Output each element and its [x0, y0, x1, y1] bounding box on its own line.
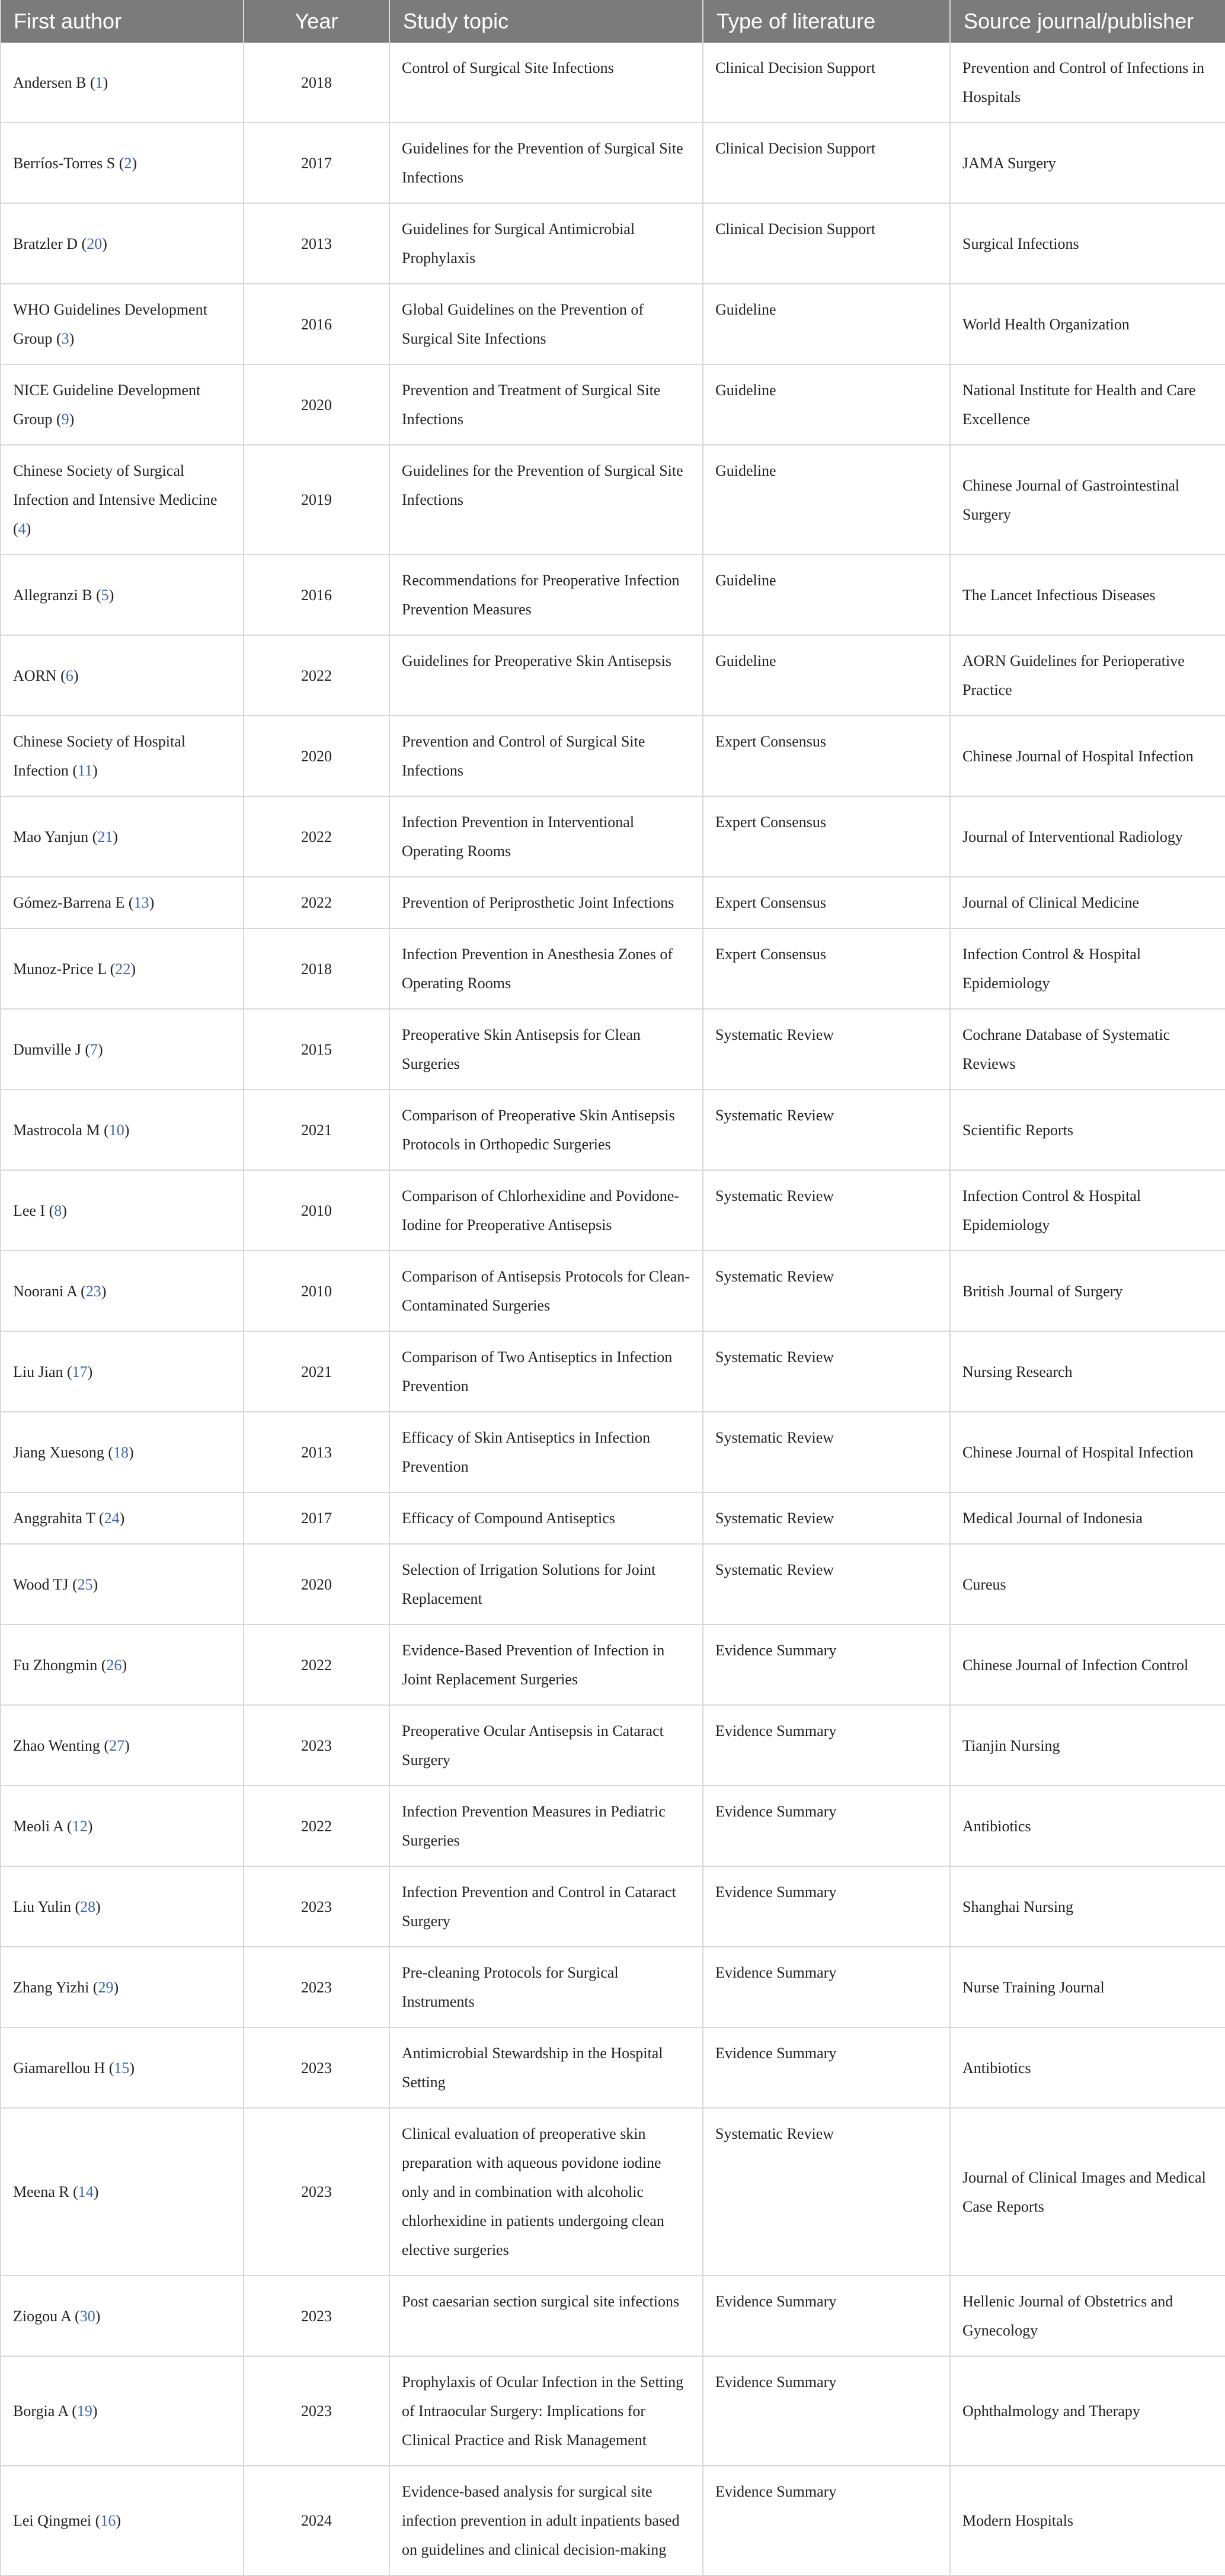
study-topic-cell: Recommendations for Preoperative Infection Prevention Measures	[389, 555, 703, 635]
author-cell: Gómez-Barrena E (13)	[1, 877, 244, 928]
year-cell: 2023	[244, 1705, 389, 1786]
literature-type-cell: Expert Consensus	[703, 928, 950, 1009]
literature-type-cell: Guideline	[703, 445, 950, 555]
study-topic-cell: Guidelines for the Prevention of Surgical Site Infections	[389, 123, 703, 203]
literature-type-cell: Expert Consensus	[703, 716, 950, 796]
study-topic-cell: Comparison of Two Antiseptics in Infection Prevention	[389, 1331, 703, 1412]
study-topic-cell: Antimicrobial Stewardship in the Hospital Setting	[389, 2027, 703, 2108]
year-cell: 2022	[244, 1625, 389, 1705]
reference-link[interactable]: 9	[61, 411, 69, 428]
literature-type-cell: Systematic Review	[703, 2108, 950, 2276]
reference-link[interactable]: 6	[65, 667, 73, 684]
table-row	[1, 635, 1225, 716]
reference-link[interactable]: 28	[80, 1898, 96, 1915]
author-cell: Chinese Society of Hospital Infection (11)	[1, 716, 244, 796]
reference-link[interactable]: 21	[97, 828, 113, 845]
reference-link[interactable]: 20	[87, 235, 103, 252]
author-cell: Andersen B (1)	[1, 43, 244, 123]
literature-type-cell: Systematic Review	[703, 1090, 950, 1170]
author-cell: WHO Guidelines Development Group (3)	[1, 284, 244, 364]
year-cell: 2023	[244, 1947, 389, 2027]
source-cell: Antibiotics	[950, 1786, 1225, 1866]
table-row	[1, 1170, 1225, 1251]
reference-link[interactable]: 26	[106, 1656, 122, 1674]
reference-link[interactable]: 30	[79, 2307, 95, 2325]
author-name: Chinese Society of Hospital Infection	[13, 733, 186, 779]
reference-link[interactable]: 16	[100, 2512, 116, 2529]
reference-link[interactable]: 17	[72, 1363, 88, 1380]
literature-type-cell: Systematic Review	[703, 1170, 950, 1251]
year-cell: 2022	[244, 877, 389, 928]
reference-link[interactable]: 4	[18, 520, 26, 537]
source-cell: Chinese Journal of Hospital Infection	[950, 1412, 1225, 1492]
table-row	[1, 1412, 1225, 1492]
literature-type-cell: Evidence Summary	[703, 1947, 950, 2027]
study-topic-cell: Comparison of Antisepsis Protocols for Clean-Contaminated Surgeries	[389, 1251, 703, 1331]
reference-link[interactable]: 13	[133, 894, 149, 911]
year-cell: 2023	[244, 1866, 389, 1947]
author-cell: NICE Guideline Development Group (9)	[1, 364, 244, 445]
table-row	[1, 364, 1225, 445]
author-cell: Meoli A (12)	[1, 1786, 244, 1866]
literature-type-cell: Guideline	[703, 635, 950, 716]
literature-type-cell: Evidence Summary	[703, 2356, 950, 2466]
header-row	[1, 0, 1225, 43]
table-row	[1, 1866, 1225, 1947]
source-cell: National Institute for Health and Care Excellence	[950, 364, 1225, 445]
study-topic-cell: Preoperative Skin Antisepsis for Clean Surgeries	[389, 1009, 703, 1090]
year-cell: 2017	[244, 1492, 389, 1544]
literature-type-cell: Evidence Summary	[703, 1625, 950, 1705]
source-cell: Tianjin Nursing	[950, 1705, 1225, 1786]
table-row	[1, 2276, 1225, 2356]
author-name: Mastrocola M	[13, 1121, 100, 1139]
source-cell: The Lancet Infectious Diseases	[950, 555, 1225, 635]
literature-type-cell: Expert Consensus	[703, 796, 950, 877]
literature-type-cell: Evidence Summary	[703, 2276, 950, 2356]
header-type-of-literature: Type of literature	[703, 0, 950, 43]
author-cell: Bratzler D (20)	[1, 203, 244, 284]
study-topic-cell: Guidelines for Preoperative Skin Antisepsis	[389, 635, 703, 716]
source-cell: Prevention and Control of Infections in Hospitals	[950, 43, 1225, 123]
author-cell: Munoz-Price L (22)	[1, 928, 244, 1009]
year-cell: 2022	[244, 1786, 389, 1866]
reference-link[interactable]: 29	[98, 1978, 114, 1996]
study-topic-cell: Infection Prevention and Control in Cataract Surgery	[389, 1866, 703, 1947]
study-topic-cell: Guidelines for Surgical Antimicrobial Prophylaxis	[389, 203, 703, 284]
source-cell: Chinese Journal of Hospital Infection	[950, 716, 1225, 796]
source-cell: Cureus	[950, 1544, 1225, 1625]
table-header	[1, 0, 1225, 43]
study-topic-cell: Efficacy of Skin Antiseptics in Infection Prevention	[389, 1412, 703, 1492]
reference-link[interactable]: 24	[104, 1510, 120, 1527]
author-name: Mao Yanjun	[13, 828, 89, 845]
author-cell: Meena R (14)	[1, 2108, 244, 2276]
author-name: Zhang Yizhi	[13, 1978, 89, 1996]
author-name: Noorani A	[13, 1282, 77, 1300]
source-cell: Modern Hospitals	[950, 2466, 1225, 2575]
header-study-topic: Study topic	[389, 0, 703, 43]
year-cell: 2016	[244, 555, 389, 635]
literature-type-cell: Systematic Review	[703, 1492, 950, 1544]
study-topic-cell: Prophylaxis of Ocular Infection in the Setting of Intraocular Surgery: Implications for Clinical Practice and Risk Management	[389, 2356, 703, 2466]
author-cell: Berríos-Torres S (2)	[1, 123, 244, 203]
author-name: Meoli A	[13, 1817, 63, 1835]
author-cell: Wood TJ (25)	[1, 1544, 244, 1625]
literature-type-cell: Clinical Decision Support	[703, 123, 950, 203]
table-row	[1, 1786, 1225, 1866]
literature-type-cell: Systematic Review	[703, 1544, 950, 1625]
study-topic-cell: Evidence-based analysis for surgical site infection prevention in adult inpatients based on guidelines and clinical decision-making	[389, 2466, 703, 2575]
table-row	[1, 1625, 1225, 1705]
author-cell: Giamarellou H (15)	[1, 2027, 244, 2108]
year-cell: 2020	[244, 364, 389, 445]
year-cell: 2023	[244, 2027, 389, 2108]
reference-link[interactable]: 2	[124, 154, 132, 172]
author-cell: AORN (6)	[1, 635, 244, 716]
source-cell: World Health Organization	[950, 284, 1225, 364]
year-cell: 2018	[244, 43, 389, 123]
source-cell: Chinese Journal of Infection Control	[950, 1625, 1225, 1705]
reference-link[interactable]: 23	[85, 1282, 101, 1300]
author-name: Lee I	[13, 1202, 46, 1219]
table-row	[1, 43, 1225, 123]
year-cell: 2023	[244, 2276, 389, 2356]
table-row	[1, 555, 1225, 635]
source-cell: Antibiotics	[950, 2027, 1225, 2108]
literature-type-cell: Systematic Review	[703, 1251, 950, 1331]
reference-link[interactable]: 15	[114, 2059, 130, 2077]
study-topic-cell: Prevention and Control of Surgical Site Infections	[389, 716, 703, 796]
author-name: Ziogou A	[13, 2307, 71, 2325]
reference-link[interactable]: 25	[77, 1575, 93, 1593]
author-cell: Dumville J (7)	[1, 1009, 244, 1090]
table-row	[1, 1544, 1225, 1625]
year-cell: 2023	[244, 2356, 389, 2466]
year-cell: 2023	[244, 2108, 389, 2276]
author-name: Bratzler D	[13, 235, 78, 252]
study-topic-cell: Prevention and Treatment of Surgical Site Infections	[389, 364, 703, 445]
source-cell: Infection Control & Hospital Epidemiology	[950, 928, 1225, 1009]
table-row	[1, 2356, 1225, 2466]
reference-link[interactable]: 14	[78, 2183, 94, 2200]
author-cell: Lei Qingmei (16)	[1, 2466, 244, 2575]
source-cell: Nurse Training Journal	[950, 1947, 1225, 2027]
year-cell: 2022	[244, 796, 389, 877]
author-name: Zhao Wenting	[13, 1736, 100, 1754]
literature-type-cell: Systematic Review	[703, 1009, 950, 1090]
author-name: Anggrahita T	[13, 1510, 95, 1527]
year-cell: 2021	[244, 1090, 389, 1170]
literature-type-cell: Expert Consensus	[703, 877, 950, 928]
reference-link[interactable]: 10	[108, 1121, 124, 1139]
author-name: Liu Yulin	[13, 1898, 71, 1915]
table-row	[1, 1331, 1225, 1412]
year-cell: 2010	[244, 1170, 389, 1251]
year-cell: 2017	[244, 123, 389, 203]
study-topic-cell: Global Guidelines on the Prevention of Surgical Site Infections	[389, 284, 703, 364]
author-cell: Allegranzi B (5)	[1, 555, 244, 635]
author-name: Meena R	[13, 2183, 69, 2200]
year-cell: 2016	[244, 284, 389, 364]
literature-type-cell: Evidence Summary	[703, 1866, 950, 1947]
source-cell: Journal of Clinical Medicine	[950, 877, 1225, 928]
study-topic-cell: Comparison of Chlorhexidine and Povidone-Iodine for Preoperative Antisepsis	[389, 1170, 703, 1251]
study-topic-cell: Pre-cleaning Protocols for Surgical Instruments	[389, 1947, 703, 2027]
source-cell: Hellenic Journal of Obstetrics and Gynecology	[950, 2276, 1225, 2356]
author-name: Lei Qingmei	[13, 2512, 92, 2529]
source-cell: Scientific Reports	[950, 1090, 1225, 1170]
year-cell: 2013	[244, 1412, 389, 1492]
author-cell: Noorani A (23)	[1, 1251, 244, 1331]
reference-link[interactable]: 1	[95, 73, 103, 91]
header-source: Source journal/publisher	[950, 0, 1225, 43]
reference-link[interactable]: 27	[109, 1736, 125, 1754]
author-name: Gómez-Barrena E	[13, 894, 125, 911]
study-topic-cell: Control of Surgical Site Infections	[389, 43, 703, 123]
author-cell: Liu Yulin (28)	[1, 1866, 244, 1947]
author-name: Jiang Xuesong	[13, 1443, 104, 1461]
author-cell: Liu Jian (17)	[1, 1331, 244, 1412]
reference-link[interactable]: 18	[113, 1443, 129, 1461]
source-cell: Infection Control & Hospital Epidemiology	[950, 1170, 1225, 1251]
table-row	[1, 2108, 1225, 2276]
study-topic-cell: Prevention of Periprosthetic Joint Infections	[389, 877, 703, 928]
literature-type-cell: Clinical Decision Support	[703, 203, 950, 284]
year-cell: 2015	[244, 1009, 389, 1090]
header-year: Year	[244, 0, 389, 43]
reference-link[interactable]: 22	[115, 960, 131, 978]
table-body	[1, 43, 1225, 2575]
year-cell: 2022	[244, 635, 389, 716]
literature-type-cell: Evidence Summary	[703, 2466, 950, 2575]
reference-link[interactable]: 3	[61, 330, 69, 347]
author-name: NICE Guideline Development Group	[13, 382, 201, 428]
source-cell: Journal of Clinical Images and Medical Case Reports	[950, 2108, 1225, 2276]
study-topic-cell: Post caesarian section surgical site infections	[389, 2276, 703, 2356]
table-row	[1, 123, 1225, 203]
author-cell: Chinese Society of Surgical Infection and Intensive Medicine (4)	[1, 445, 244, 555]
author-name: Liu Jian	[13, 1363, 63, 1380]
year-cell: 2018	[244, 928, 389, 1009]
study-topic-cell: Selection of Irrigation Solutions for Joint Replacement	[389, 1544, 703, 1625]
table-row	[1, 1090, 1225, 1170]
reference-link[interactable]: 12	[72, 1817, 88, 1835]
table-row	[1, 2466, 1225, 2575]
author-cell: Anggrahita T (24)	[1, 1492, 244, 1544]
table-row	[1, 1009, 1225, 1090]
source-cell: Ophthalmology and Therapy	[950, 2356, 1225, 2466]
year-cell: 2020	[244, 716, 389, 796]
study-topic-cell: Efficacy of Compound Antiseptics	[389, 1492, 703, 1544]
table-row	[1, 877, 1225, 928]
table-row	[1, 796, 1225, 877]
literature-type-cell: Guideline	[703, 284, 950, 364]
year-cell: 2020	[244, 1544, 389, 1625]
author-name: Borgia A	[13, 2402, 68, 2420]
reference-link[interactable]: 5	[101, 586, 109, 604]
table-row	[1, 284, 1225, 364]
author-cell: Ziogou A (30)	[1, 2276, 244, 2356]
table-row	[1, 203, 1225, 284]
study-topic-cell: Infection Prevention in Interventional Operating Rooms	[389, 796, 703, 877]
table-row	[1, 1705, 1225, 1786]
table-row	[1, 1492, 1225, 1544]
year-cell: 2024	[244, 2466, 389, 2575]
study-topic-cell: Infection Prevention Measures in Pediatric Surgeries	[389, 1786, 703, 1866]
study-topic-cell: Guidelines for the Prevention of Surgical Site Infections	[389, 445, 703, 555]
author-cell: Zhao Wenting (27)	[1, 1705, 244, 1786]
source-cell: Cochrane Database of Systematic Reviews	[950, 1009, 1225, 1090]
literature-type-cell: Guideline	[703, 364, 950, 445]
author-name: Andersen B	[13, 73, 87, 91]
study-topic-cell: Clinical evaluation of preoperative skin preparation with aqueous povidone iodine only and in combination with alcoholic chlorhexidine in patients undergoing clean elective surgeries	[389, 2108, 703, 2276]
author-name: Munoz-Price L	[13, 960, 107, 978]
source-cell: Journal of Interventional Radiology	[950, 796, 1225, 877]
table-row	[1, 716, 1225, 796]
study-topic-cell: Comparison of Preoperative Skin Antisepsis Protocols in Orthopedic Surgeries	[389, 1090, 703, 1170]
source-cell: JAMA Surgery	[950, 123, 1225, 203]
source-cell: Nursing Research	[950, 1331, 1225, 1412]
author-name: Berríos-Torres S	[13, 154, 116, 172]
study-topic-cell: Evidence-Based Prevention of Infection in Joint Replacement Surgeries	[389, 1625, 703, 1705]
literature-type-cell: Evidence Summary	[703, 1786, 950, 1866]
year-cell: 2010	[244, 1251, 389, 1331]
literature-type-cell: Systematic Review	[703, 1412, 950, 1492]
header-first-author: First author	[1, 0, 244, 43]
reference-link[interactable]: 11	[78, 762, 93, 779]
author-cell: Mao Yanjun (21)	[1, 796, 244, 877]
literature-type-cell: Evidence Summary	[703, 2027, 950, 2108]
year-cell: 2021	[244, 1331, 389, 1412]
literature-type-cell: Guideline	[703, 555, 950, 635]
literature-type-cell: Clinical Decision Support	[703, 43, 950, 123]
source-cell: Surgical Infections	[950, 203, 1225, 284]
author-name: AORN	[13, 667, 57, 684]
author-name: Giamarellou H	[13, 2059, 105, 2077]
table-row	[1, 1947, 1225, 2027]
reference-link[interactable]: 19	[76, 2402, 92, 2420]
author-name: Chinese Society of Surgical Infection and Intensive Medicine	[13, 462, 218, 508]
reference-link[interactable]: 7	[90, 1040, 98, 1058]
author-name: Wood TJ	[13, 1575, 69, 1593]
source-cell: Shanghai Nursing	[950, 1866, 1225, 1947]
table-row	[1, 2027, 1225, 2108]
author-name: WHO Guidelines Development Group	[13, 301, 207, 347]
author-cell: Borgia A (19)	[1, 2356, 244, 2466]
study-topic-cell: Infection Prevention in Anesthesia Zones of Operating Rooms	[389, 928, 703, 1009]
table-row	[1, 928, 1225, 1009]
table-row	[1, 1251, 1225, 1331]
source-cell: Medical Journal of Indonesia	[950, 1492, 1225, 1544]
author-name: Allegranzi B	[13, 586, 92, 604]
table-row	[1, 445, 1225, 555]
study-topic-cell: Preoperative Ocular Antisepsis in Cataract Surgery	[389, 1705, 703, 1786]
author-name: Fu Zhongmin	[13, 1656, 98, 1674]
reference-link[interactable]: 8	[54, 1202, 62, 1219]
year-cell: 2019	[244, 445, 389, 555]
author-cell: Fu Zhongmin (26)	[1, 1625, 244, 1705]
literature-type-cell: Evidence Summary	[703, 1705, 950, 1786]
author-cell: Jiang Xuesong (18)	[1, 1412, 244, 1492]
author-name: Dumville J	[13, 1040, 81, 1058]
author-cell: Zhang Yizhi (29)	[1, 1947, 244, 2027]
literature-type-cell: Systematic Review	[703, 1331, 950, 1412]
source-cell: Chinese Journal of Gastrointestinal Surgery	[950, 445, 1225, 555]
author-cell: Mastrocola M (10)	[1, 1090, 244, 1170]
year-cell: 2013	[244, 203, 389, 284]
source-cell: British Journal of Surgery	[950, 1251, 1225, 1331]
author-cell: Lee I (8)	[1, 1170, 244, 1251]
source-cell: AORN Guidelines for Perioperative Practice	[950, 635, 1225, 716]
